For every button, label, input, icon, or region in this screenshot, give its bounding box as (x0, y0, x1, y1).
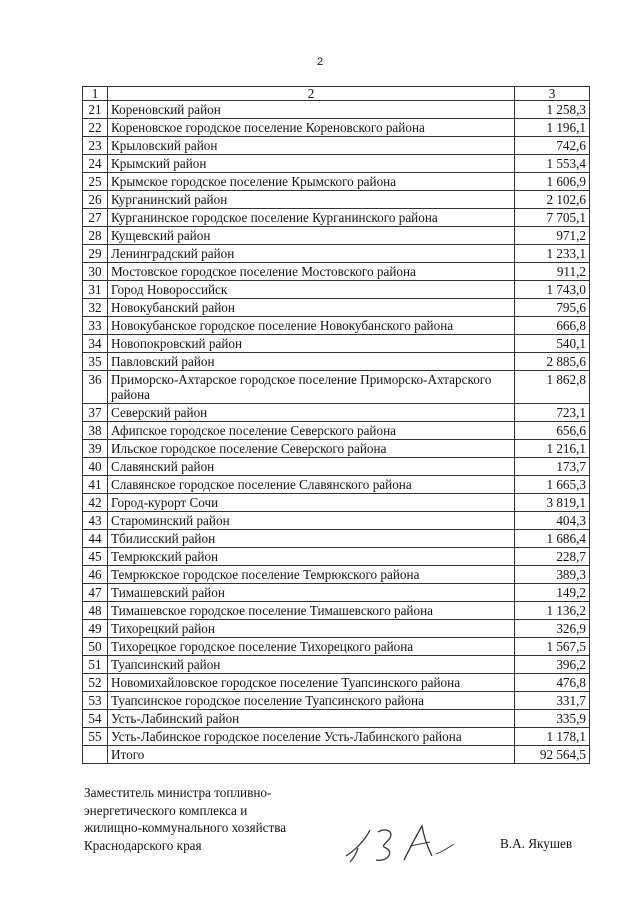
total-row (83, 746, 590, 764)
row-number-cell: 44 (83, 530, 108, 548)
amount-cell: 1 233,1 (515, 245, 590, 263)
amount-cell: 7 705,1 (515, 209, 590, 227)
table-row (83, 440, 590, 458)
municipality-name-cell: Северский район (108, 404, 515, 422)
amount-cell: 1 178,1 (515, 728, 590, 746)
municipality-name-cell: Ильское городское поселение Северского района (108, 440, 515, 458)
row-number-cell: 38 (83, 422, 108, 440)
total-label: Итого (108, 746, 515, 764)
table-row (83, 281, 590, 299)
page-number: 2 (316, 56, 324, 68)
table-row (83, 638, 590, 656)
table-row (83, 692, 590, 710)
amount-cell: 2 885,6 (515, 353, 590, 371)
signer-position-line: энергетического комплекса и (84, 802, 248, 818)
table-row (83, 566, 590, 584)
table-row (83, 209, 590, 227)
table-row (83, 674, 590, 692)
header-col-1: 1 (83, 87, 108, 101)
municipality-name-cell: Новопокровский район (108, 335, 515, 353)
municipality-name-cell: Афипское городское поселение Северского района (108, 422, 515, 440)
amount-cell: 971,2 (515, 227, 590, 245)
row-number-cell: 22 (83, 119, 108, 137)
amount-cell: 149,2 (515, 584, 590, 602)
municipality-name-cell: Тимашевский район (108, 584, 515, 602)
row-number-cell: 40 (83, 458, 108, 476)
signer-position-line: Заместитель министра топливно- (84, 785, 272, 800)
row-number-cell: 36 (83, 371, 108, 404)
table-row (83, 512, 590, 530)
amount-cell: 1 567,5 (515, 638, 590, 656)
municipality-name-cell: Темрюкский район (108, 548, 515, 566)
amount-cell: 326,9 (515, 620, 590, 638)
table-row (83, 548, 590, 566)
row-number-cell: 35 (83, 353, 108, 371)
amount-cell: 1 196,1 (515, 119, 590, 137)
amount-cell: 3 819,1 (515, 494, 590, 512)
table-row (83, 137, 590, 155)
row-number-cell: 51 (83, 656, 108, 674)
table-row (83, 155, 590, 173)
signer-position-line: жилищно-коммунального хозяйства (84, 820, 287, 835)
amount-cell: 228,7 (515, 548, 590, 566)
table-row (83, 299, 590, 317)
amount-cell: 1 216,1 (515, 440, 590, 458)
table-row (83, 317, 590, 335)
table-row (83, 422, 590, 440)
row-number-cell: 24 (83, 155, 108, 173)
table-body (83, 87, 590, 764)
row-number-cell: 55 (83, 728, 108, 746)
municipality-name-cell: Мостовское городское поселение Мостовского района (108, 263, 515, 281)
row-number-cell: 29 (83, 245, 108, 263)
row-number-cell: 23 (83, 137, 108, 155)
table-row (83, 371, 590, 404)
municipality-name-cell: Усть-Лабинское городское поселение Усть-Лабинского района (108, 728, 515, 746)
amount-cell: 723,1 (515, 404, 590, 422)
amount-cell: 476,8 (515, 674, 590, 692)
amount-cell: 1 606,9 (515, 173, 590, 191)
municipality-name-cell: Кореновский район (108, 101, 515, 119)
row-number-cell: 37 (83, 404, 108, 422)
municipality-name-cell: Тихорецкий район (108, 620, 515, 638)
row-number-cell: 32 (83, 299, 108, 317)
municipality-name-cell: Тбилисский район (108, 530, 515, 548)
handwritten-signature (340, 818, 460, 870)
row-number-cell: 21 (83, 101, 108, 119)
header-col-3: 3 (515, 87, 590, 101)
signer-name: В.А. Якушев (500, 836, 573, 851)
table-row (83, 494, 590, 512)
amount-cell: 173,7 (515, 458, 590, 476)
row-number-cell: 34 (83, 335, 108, 353)
row-number-cell: 48 (83, 602, 108, 620)
amount-cell: 1 553,4 (515, 155, 590, 173)
municipality-name-cell: Туапсинский район (108, 656, 515, 674)
municipality-name-cell: Славянский район (108, 458, 515, 476)
municipality-name-cell: Тимашевское городское поселение Тимашевского района (108, 602, 515, 620)
amount-cell: 911,2 (515, 263, 590, 281)
row-number-cell: 49 (83, 620, 108, 638)
row-number-cell: 39 (83, 440, 108, 458)
table-row (83, 620, 590, 638)
row-number-cell: 46 (83, 566, 108, 584)
signer-position-line: Краснодарского края (84, 837, 202, 853)
municipality-name-cell: Город-курорт Сочи (108, 494, 515, 512)
row-number-cell: 31 (83, 281, 108, 299)
signature-block (84, 784, 344, 854)
municipality-name-cell: Славянское городское поселение Славянского района (108, 476, 515, 494)
municipality-name-cell: Город Новороссийск (108, 281, 515, 299)
amount-cell: 389,3 (515, 566, 590, 584)
table-row (83, 404, 590, 422)
allocation-table (82, 86, 590, 764)
municipality-name-cell: Новомихайловское городское поселение Туапсинского района (108, 674, 515, 692)
total-value: 92 564,5 (515, 746, 590, 764)
municipality-name-cell: Тихорецкое городское поселение Тихорецкого района (108, 638, 515, 656)
municipality-name-cell: Новокубанское городское поселение Новокубанского района (108, 317, 515, 335)
table-row (83, 728, 590, 746)
table-row (83, 335, 590, 353)
amount-cell: 1 136,2 (515, 602, 590, 620)
municipality-name-cell: Курганинское городское поселение Курганинского района (108, 209, 515, 227)
table-row (83, 263, 590, 281)
amount-cell: 795,6 (515, 299, 590, 317)
municipality-name-cell: Темрюкское городское поселение Темрюкского района (108, 566, 515, 584)
row-number-cell: 27 (83, 209, 108, 227)
table-row (83, 584, 590, 602)
table-header-row (83, 87, 590, 101)
table-row (83, 227, 590, 245)
municipality-name-cell: Новокубанский район (108, 299, 515, 317)
municipality-name-cell: Староминский район (108, 512, 515, 530)
amount-cell: 1 743,0 (515, 281, 590, 299)
row-number-cell: 50 (83, 638, 108, 656)
municipality-name-cell: Крыловский район (108, 137, 515, 155)
municipality-name-cell: Усть-Лабинский район (108, 710, 515, 728)
amount-cell: 1 862,8 (515, 371, 590, 404)
table-row (83, 476, 590, 494)
table-row (83, 173, 590, 191)
table-row (83, 656, 590, 674)
amount-cell: 742,6 (515, 137, 590, 155)
municipality-name-cell: Курганинский район (108, 191, 515, 209)
amount-cell: 331,7 (515, 692, 590, 710)
amount-cell: 656,6 (515, 422, 590, 440)
municipality-name-cell: Кущевский район (108, 227, 515, 245)
row-number-cell: 52 (83, 674, 108, 692)
header-col-2: 2 (108, 87, 515, 101)
table-row (83, 191, 590, 209)
amount-cell: 396,2 (515, 656, 590, 674)
row-number-cell: 30 (83, 263, 108, 281)
table-row (83, 119, 590, 137)
amount-cell: 2 102,6 (515, 191, 590, 209)
row-number-cell: 28 (83, 227, 108, 245)
municipality-name-cell: Крымский район (108, 155, 515, 173)
table-row (83, 353, 590, 371)
table-row (83, 530, 590, 548)
table-row (83, 458, 590, 476)
amount-cell: 1 258,3 (515, 101, 590, 119)
table-row (83, 602, 590, 620)
row-number-cell: 25 (83, 173, 108, 191)
amount-cell: 335,9 (515, 710, 590, 728)
amount-cell: 540,1 (515, 335, 590, 353)
row-number-cell: 47 (83, 584, 108, 602)
municipality-name-cell: Павловский район (108, 353, 515, 371)
municipality-name-cell: Приморско-Ахтарское городское поселение Приморско-Ахтарского района (108, 371, 515, 404)
row-number-cell: 33 (83, 317, 108, 335)
table-row (83, 245, 590, 263)
row-number-cell: 26 (83, 191, 108, 209)
row-number-cell: 41 (83, 476, 108, 494)
municipality-name-cell: Кореновское городское поселение Кореновского района (108, 119, 515, 137)
table-row (83, 710, 590, 728)
amount-cell: 404,3 (515, 512, 590, 530)
municipality-name-cell: Крымское городское поселение Крымского района (108, 173, 515, 191)
row-number-cell: 43 (83, 512, 108, 530)
municipality-name-cell: Туапсинское городское поселение Туапсинского района (108, 692, 515, 710)
row-number-cell: 45 (83, 548, 108, 566)
municipality-name-cell: Ленинградский район (108, 245, 515, 263)
row-number-cell: 42 (83, 494, 108, 512)
total-number-cell (83, 746, 108, 764)
amount-cell: 1 665,3 (515, 476, 590, 494)
amount-cell: 666,8 (515, 317, 590, 335)
table-row (83, 101, 590, 119)
amount-cell: 1 686,4 (515, 530, 590, 548)
row-number-cell: 53 (83, 692, 108, 710)
row-number-cell: 54 (83, 710, 108, 728)
